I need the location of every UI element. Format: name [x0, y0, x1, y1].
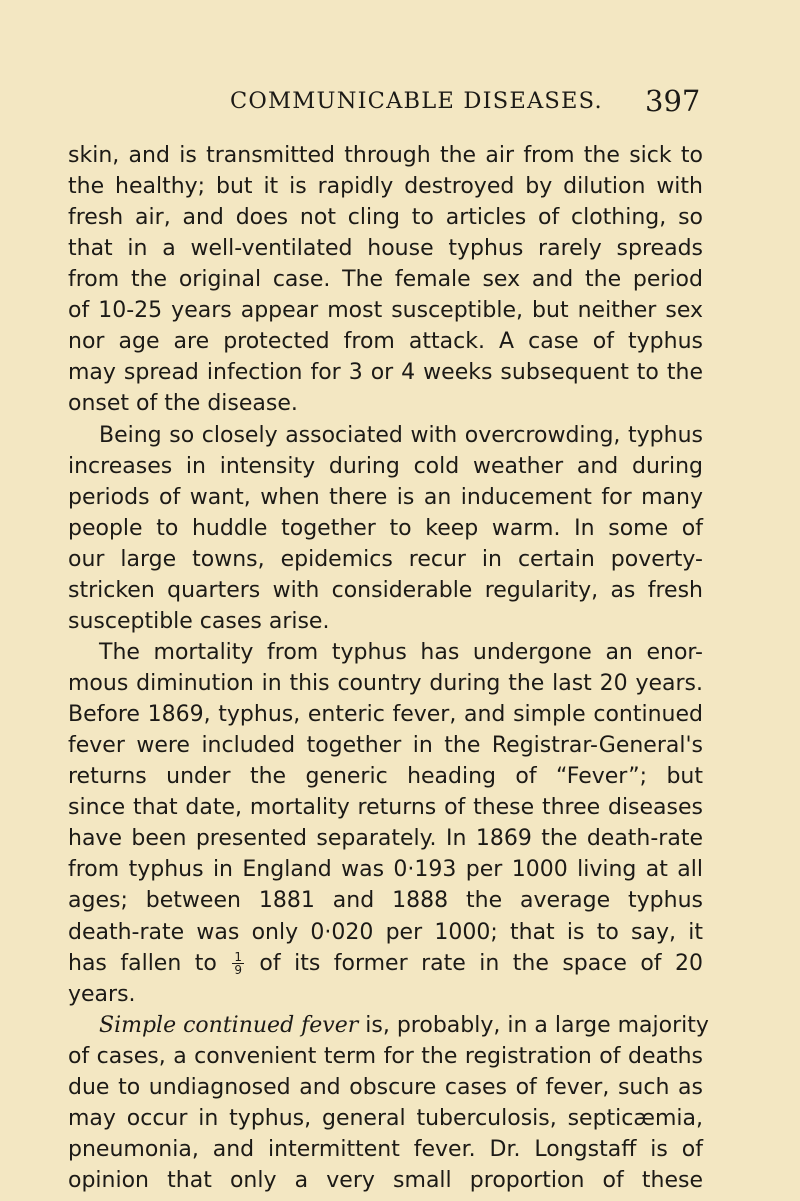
text-line: due to undiagnosed and obscure cases of fever, such as — [68, 1074, 703, 1100]
text-line: ages; between 1881 and 1888 the average typhus — [68, 888, 703, 914]
text-line: our large towns, epidemics recur in certain poverty- — [68, 546, 703, 572]
text-line: years. — [68, 981, 136, 1007]
text-line: from the original case. The female sex and the period — [68, 267, 703, 293]
fraction-numerator: 1 — [234, 950, 242, 965]
text-line: may occur in typhus, general tuberculosis, septicæmia, — [68, 1105, 703, 1131]
page-header-title: COMMUNICABLE DISEASES. — [230, 88, 603, 114]
text-line: periods of want, when there is an inducement for many — [68, 484, 703, 510]
text-line: may spread infection for 3 or 4 weeks subsequent to the — [68, 360, 703, 386]
page-number: 397 — [645, 84, 701, 118]
text-line: death-rate was only 0·020 per 1000; that is to say, it — [68, 919, 703, 945]
text-line: of 10-25 years appear most susceptible, but neither sex — [68, 298, 703, 324]
text-line: susceptible cases arise. — [68, 608, 330, 634]
text-line: onset of the disease. — [68, 391, 298, 417]
text-line: the healthy; but it is rapidly destroyed by dilution with — [68, 174, 703, 200]
text-line: skin, and is transmitted through the air from the sick to — [68, 143, 703, 168]
text-line: have been presented separately. In 1869 the death-rate — [68, 826, 703, 852]
text-line-with-fraction — [68, 948, 703, 979]
line-segment: of its former rate in the space of 20 — [259, 950, 704, 976]
text-line: pneumonia, and intermittent fever. Dr. Longstaff is of — [68, 1136, 703, 1162]
text-line-with-italic-term — [99, 1010, 709, 1041]
text-line: fresh air, and does not cling to articles of clothing, so — [68, 205, 703, 231]
text-line: The mortality from typhus has undergone an enor- — [99, 639, 703, 665]
text-line: people to huddle together to keep warm. In some of — [68, 515, 703, 541]
line-segment: has fallen to — [68, 950, 217, 976]
text-line: of cases, a convenient term for the registration of deaths — [68, 1043, 703, 1069]
running-head — [230, 84, 710, 124]
text-line: increases in intensity during cold weather and during — [68, 453, 703, 479]
text-line: stricken quarters with considerable regularity, as fresh — [68, 577, 703, 603]
text-line: that in a well-ventilated house typhus rarely spreads — [68, 236, 703, 262]
text-line: returns under the generic heading of “Fever”; but — [68, 764, 703, 790]
line-segment: is, probably, in a large majority — [365, 1012, 709, 1038]
italic-term: Simple continued fever — [99, 1012, 359, 1038]
text-line: mous diminution in this country during the last 20 years. — [68, 671, 703, 697]
text-line: from typhus in England was 0·193 per 1000 living at all — [68, 857, 703, 883]
text-line: Being so closely associated with overcrowding, typhus — [99, 422, 703, 448]
text-line: since that date, mortality returns of these three diseases — [68, 795, 703, 821]
fraction-denominator: 9 — [234, 963, 242, 978]
text-line: fever were included together in the Registrar-General's — [68, 733, 703, 759]
text-line: Before 1869, typhus, enteric fever, and simple continued — [68, 702, 703, 728]
text-line: nor age are protected from attack. A case of typhus — [68, 329, 703, 355]
text-line: opinion that only a very small proportion of these — [68, 1168, 703, 1193]
fraction — [232, 951, 244, 976]
